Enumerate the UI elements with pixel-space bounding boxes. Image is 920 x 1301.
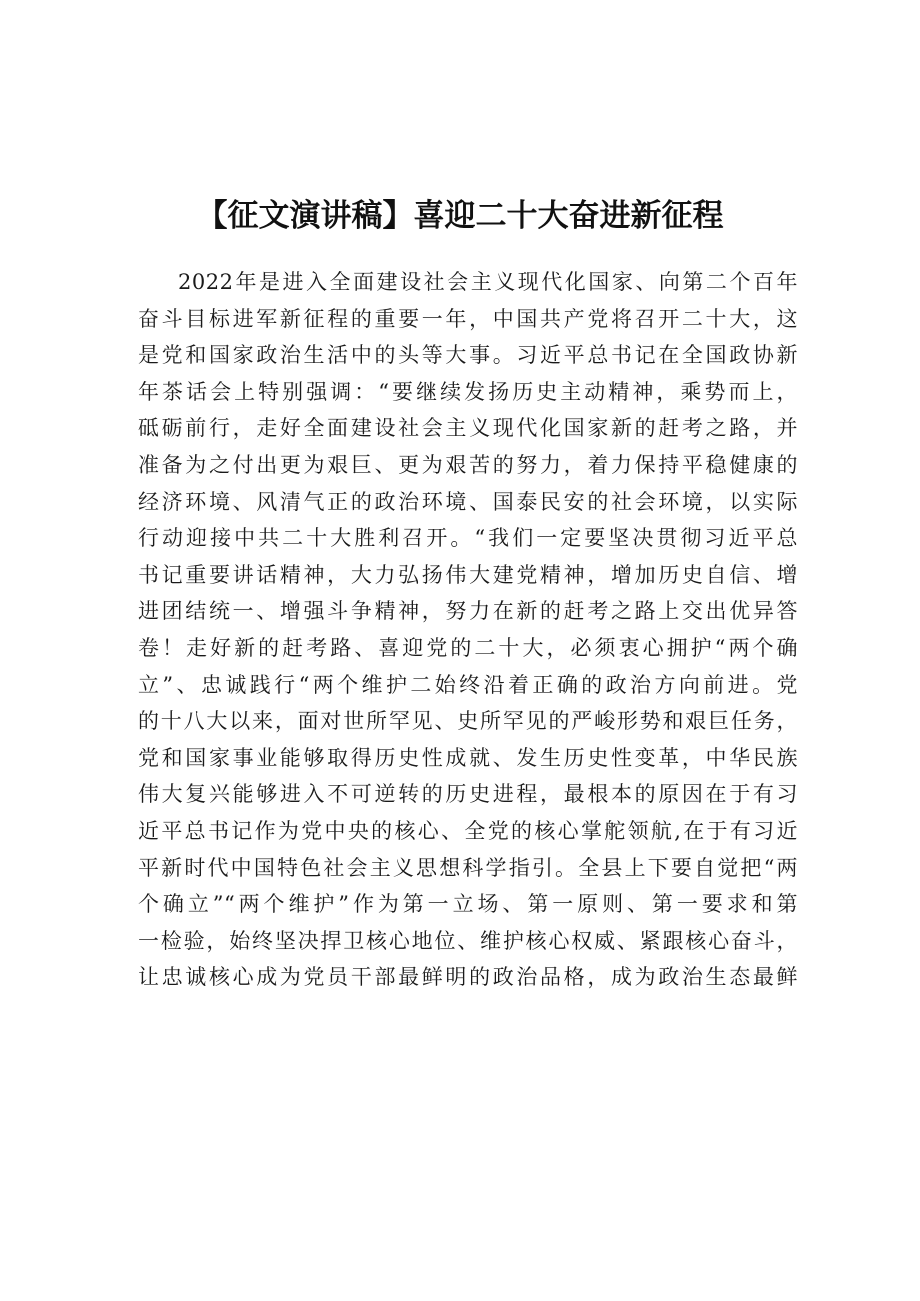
- paragraph-line: 是党和国家政治生活中的头等大事。习近平总书记在全国政协新: [138, 343, 798, 368]
- paragraph-line: 平新时代中国特色社会主义思想科学指引。全县上下要自觉把“两: [138, 855, 798, 880]
- paragraph-line: 让忠诚核心成为党员干部最鲜明的政治品格，成为政治生态最鲜: [138, 965, 798, 990]
- paragraph-line: 卷！走好新的赶考路、喜迎党的二十大，必须衷心拥护“两个确: [138, 635, 798, 660]
- paragraph-line: 砥砺前行，走好全面建设社会主义现代化国家新的赶考之路，并: [138, 416, 798, 441]
- paragraph-line: 个确立”“两个维护”作为第一立场、第一原则、第一要求和第: [138, 892, 798, 917]
- paragraph-line: 的十八大以来，面对世所罕见、史所罕见的严峻形势和艰巨任务，: [138, 709, 798, 734]
- paragraph-line: 一检验，始终坚决捍卫核心地位、维护核心权威、紧跟核心奋斗，: [138, 928, 798, 953]
- paragraph-line: 进团结统一、增强斗争精神，努力在新的赶考之路上交出优异答: [138, 599, 798, 624]
- paragraph-line: 奋斗目标进军新征程的重要一年，中国共产党将召开二十大，这: [138, 306, 798, 331]
- paragraph-line: 党和国家事业能够取得历史性成就、发生历史性变革，中华民族: [138, 745, 798, 770]
- paragraph-line: 准备为之付出更为艰巨、更为艰苦的努力，着力保持平稳健康的: [138, 452, 798, 477]
- paragraph-line: 立”、忠诚践行“两个维护二始终沿着正确的政治方向前进。党: [138, 672, 798, 697]
- paragraph-line: 行动迎接中共二十大胜利召开。“我们一定要坚决贯彻习近平总: [138, 526, 798, 551]
- paragraph-line: 经济环境、风清气正的政治环境、国泰民安的社会环境，以实际: [138, 489, 798, 514]
- paragraph-line: 书记重要讲话精神，大力弘扬伟大建党精神，增加历史自信、增: [138, 562, 798, 587]
- paragraph-line: 近平总书记作为党中央的核心、全党的核心掌舵领航,在于有习近: [138, 818, 798, 843]
- paragraph-line: 2022年是进入全面建设社会主义现代化国家、向第二个百年: [178, 270, 798, 294]
- paragraph-line: 年茶话会上特别强调：“要继续发扬历史主动精神，乘势而上，: [138, 379, 798, 404]
- document-title: 【征文演讲稿】喜迎二十大奋进新征程: [196, 198, 724, 234]
- paragraph-line: 伟大复兴能够进入不可逆转的历史进程，最根本的原因在于有习: [138, 782, 798, 807]
- document-body: [138, 264, 798, 996]
